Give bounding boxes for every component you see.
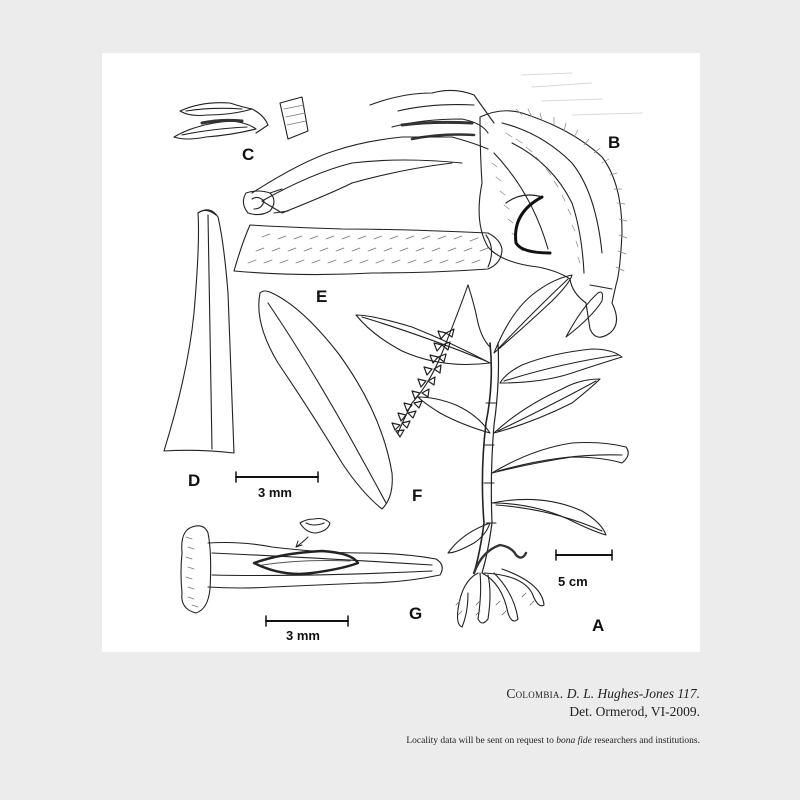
panel-label-b: B — [608, 133, 621, 152]
panel-label-d: D — [188, 471, 201, 490]
collector: D. L. Hughes-Jones 117. — [566, 686, 700, 701]
show-through-marks — [522, 73, 642, 115]
drawing-d — [164, 210, 234, 453]
scale-bar-g — [266, 616, 348, 626]
drawing-e — [234, 225, 502, 275]
determination: Det. Ormerod, VI-2009. — [569, 704, 700, 719]
note-suffix: researchers and institutions. — [591, 736, 700, 746]
panel-label-a: A — [592, 616, 605, 635]
note-italic: bona fide — [556, 736, 592, 746]
scale-bar-d-f — [236, 472, 318, 482]
botanical-plate — [102, 53, 700, 652]
drawing-g — [181, 519, 442, 614]
country: Colombia. — [506, 686, 564, 701]
scale-label-g: 3 mm — [286, 628, 320, 643]
panel-label-c: C — [242, 145, 255, 164]
note-prefix: Locality data will be sent on request to — [406, 736, 557, 746]
specimen-caption — [506, 685, 700, 721]
drawing-b — [243, 90, 627, 337]
drawing-c — [174, 97, 308, 139]
locality-note — [406, 736, 700, 746]
panel-label-f: F — [412, 486, 423, 505]
panel-label-g: G — [409, 604, 423, 623]
scale-label-d-f: 3 mm — [258, 485, 292, 500]
collection-line — [506, 685, 700, 703]
scale-label-a: 5 cm — [558, 574, 588, 589]
panel-label-e: E — [316, 287, 328, 306]
